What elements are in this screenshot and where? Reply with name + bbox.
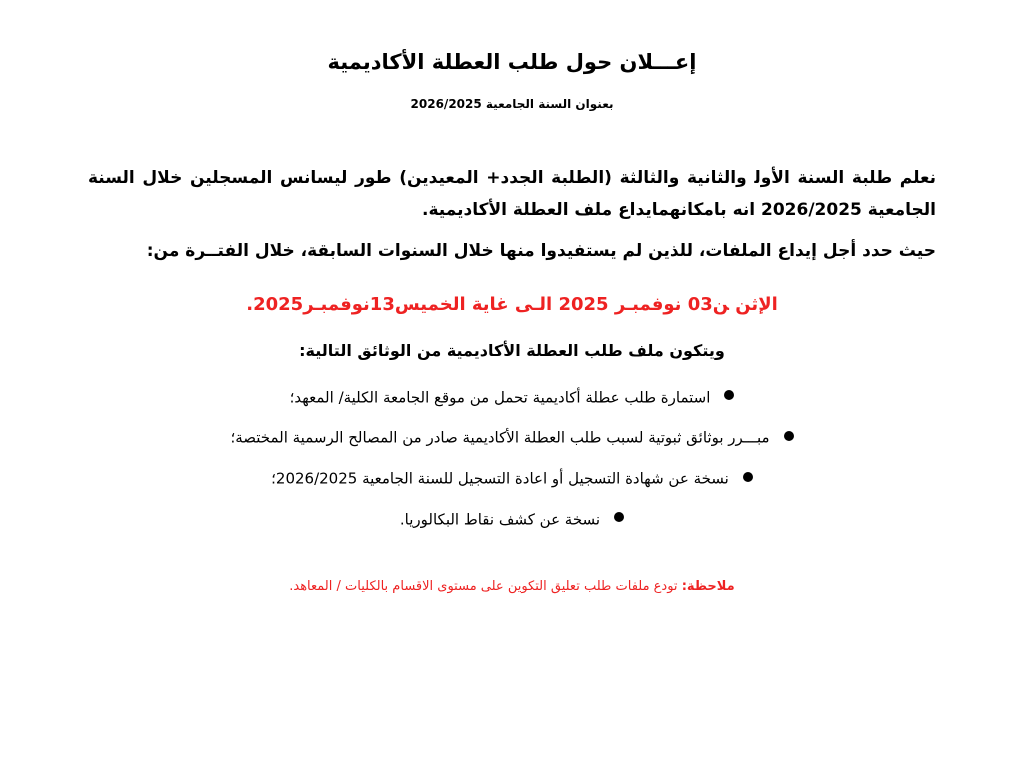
document-body bbox=[88, 163, 936, 593]
list-item bbox=[88, 467, 936, 490]
bullet-icon bbox=[784, 431, 794, 441]
list-item-label: نسخة عن كشف نقاط البكالوريا. bbox=[399, 510, 601, 529]
list-item bbox=[88, 426, 936, 449]
paragraph-deadline: حيث حدد أجل إيداع الملفات، للذين لم يستفيدوا منها خلال السنوات السابقة، خلال الفتــرة من: bbox=[146, 241, 936, 262]
list-item bbox=[88, 386, 936, 409]
list-item bbox=[88, 508, 936, 531]
list-item-label: مبـــرر بوثائق ثبوتية لسبب طلب العطلة الأكاديمية صادر من المصالح الرسمية المختصة؛ bbox=[230, 428, 770, 447]
bullet-icon bbox=[614, 512, 624, 522]
list-item-label: استمارة طلب عطلة أكاديمية تحمل من موقع الجامعة الكلية/ المعهد؛ bbox=[289, 387, 711, 406]
page-title: إعـــلان حول طلب العطلة الأكاديمية bbox=[327, 50, 697, 74]
footer-note bbox=[88, 579, 936, 594]
documents-intro: ويتكون ملف طلب العطلة الأكاديمية من الوثائق التالية: bbox=[299, 340, 725, 360]
paragraph-announcement: نعلم طلبة السنة الأوﻟ والثانية والثالثة (الطلبة الجدد+ المعيدين) طور ليسانس المسجلين خلال السنة الجامعية 2026/2025 انه بامكانهمايداع ملف العطلة الأكاديمية. bbox=[88, 168, 936, 220]
document-page bbox=[0, 48, 1024, 772]
list-item-label: نسخة عن شهادة التسجيل أو اعادة التسجيل للسنة الجامعية 2026/2025؛ bbox=[271, 469, 729, 488]
note-text: تودع ملفات طلب تعليق التكوين على مستوى الاقسام بالكليات / المعاهد. bbox=[289, 578, 682, 594]
period-highlight: الإثن ﻦ03 نوفمبـر 2025 اﻟـﻰ غاية الخميس13نوفمبـر2025. bbox=[246, 293, 778, 315]
bullet-icon bbox=[743, 472, 753, 482]
documents-list bbox=[88, 386, 936, 531]
note-label: ملاحظة: bbox=[681, 578, 735, 594]
document-subtitle: بعنوان السنة الجامعية 2026/2025 bbox=[410, 97, 614, 112]
bullet-icon bbox=[724, 390, 734, 400]
